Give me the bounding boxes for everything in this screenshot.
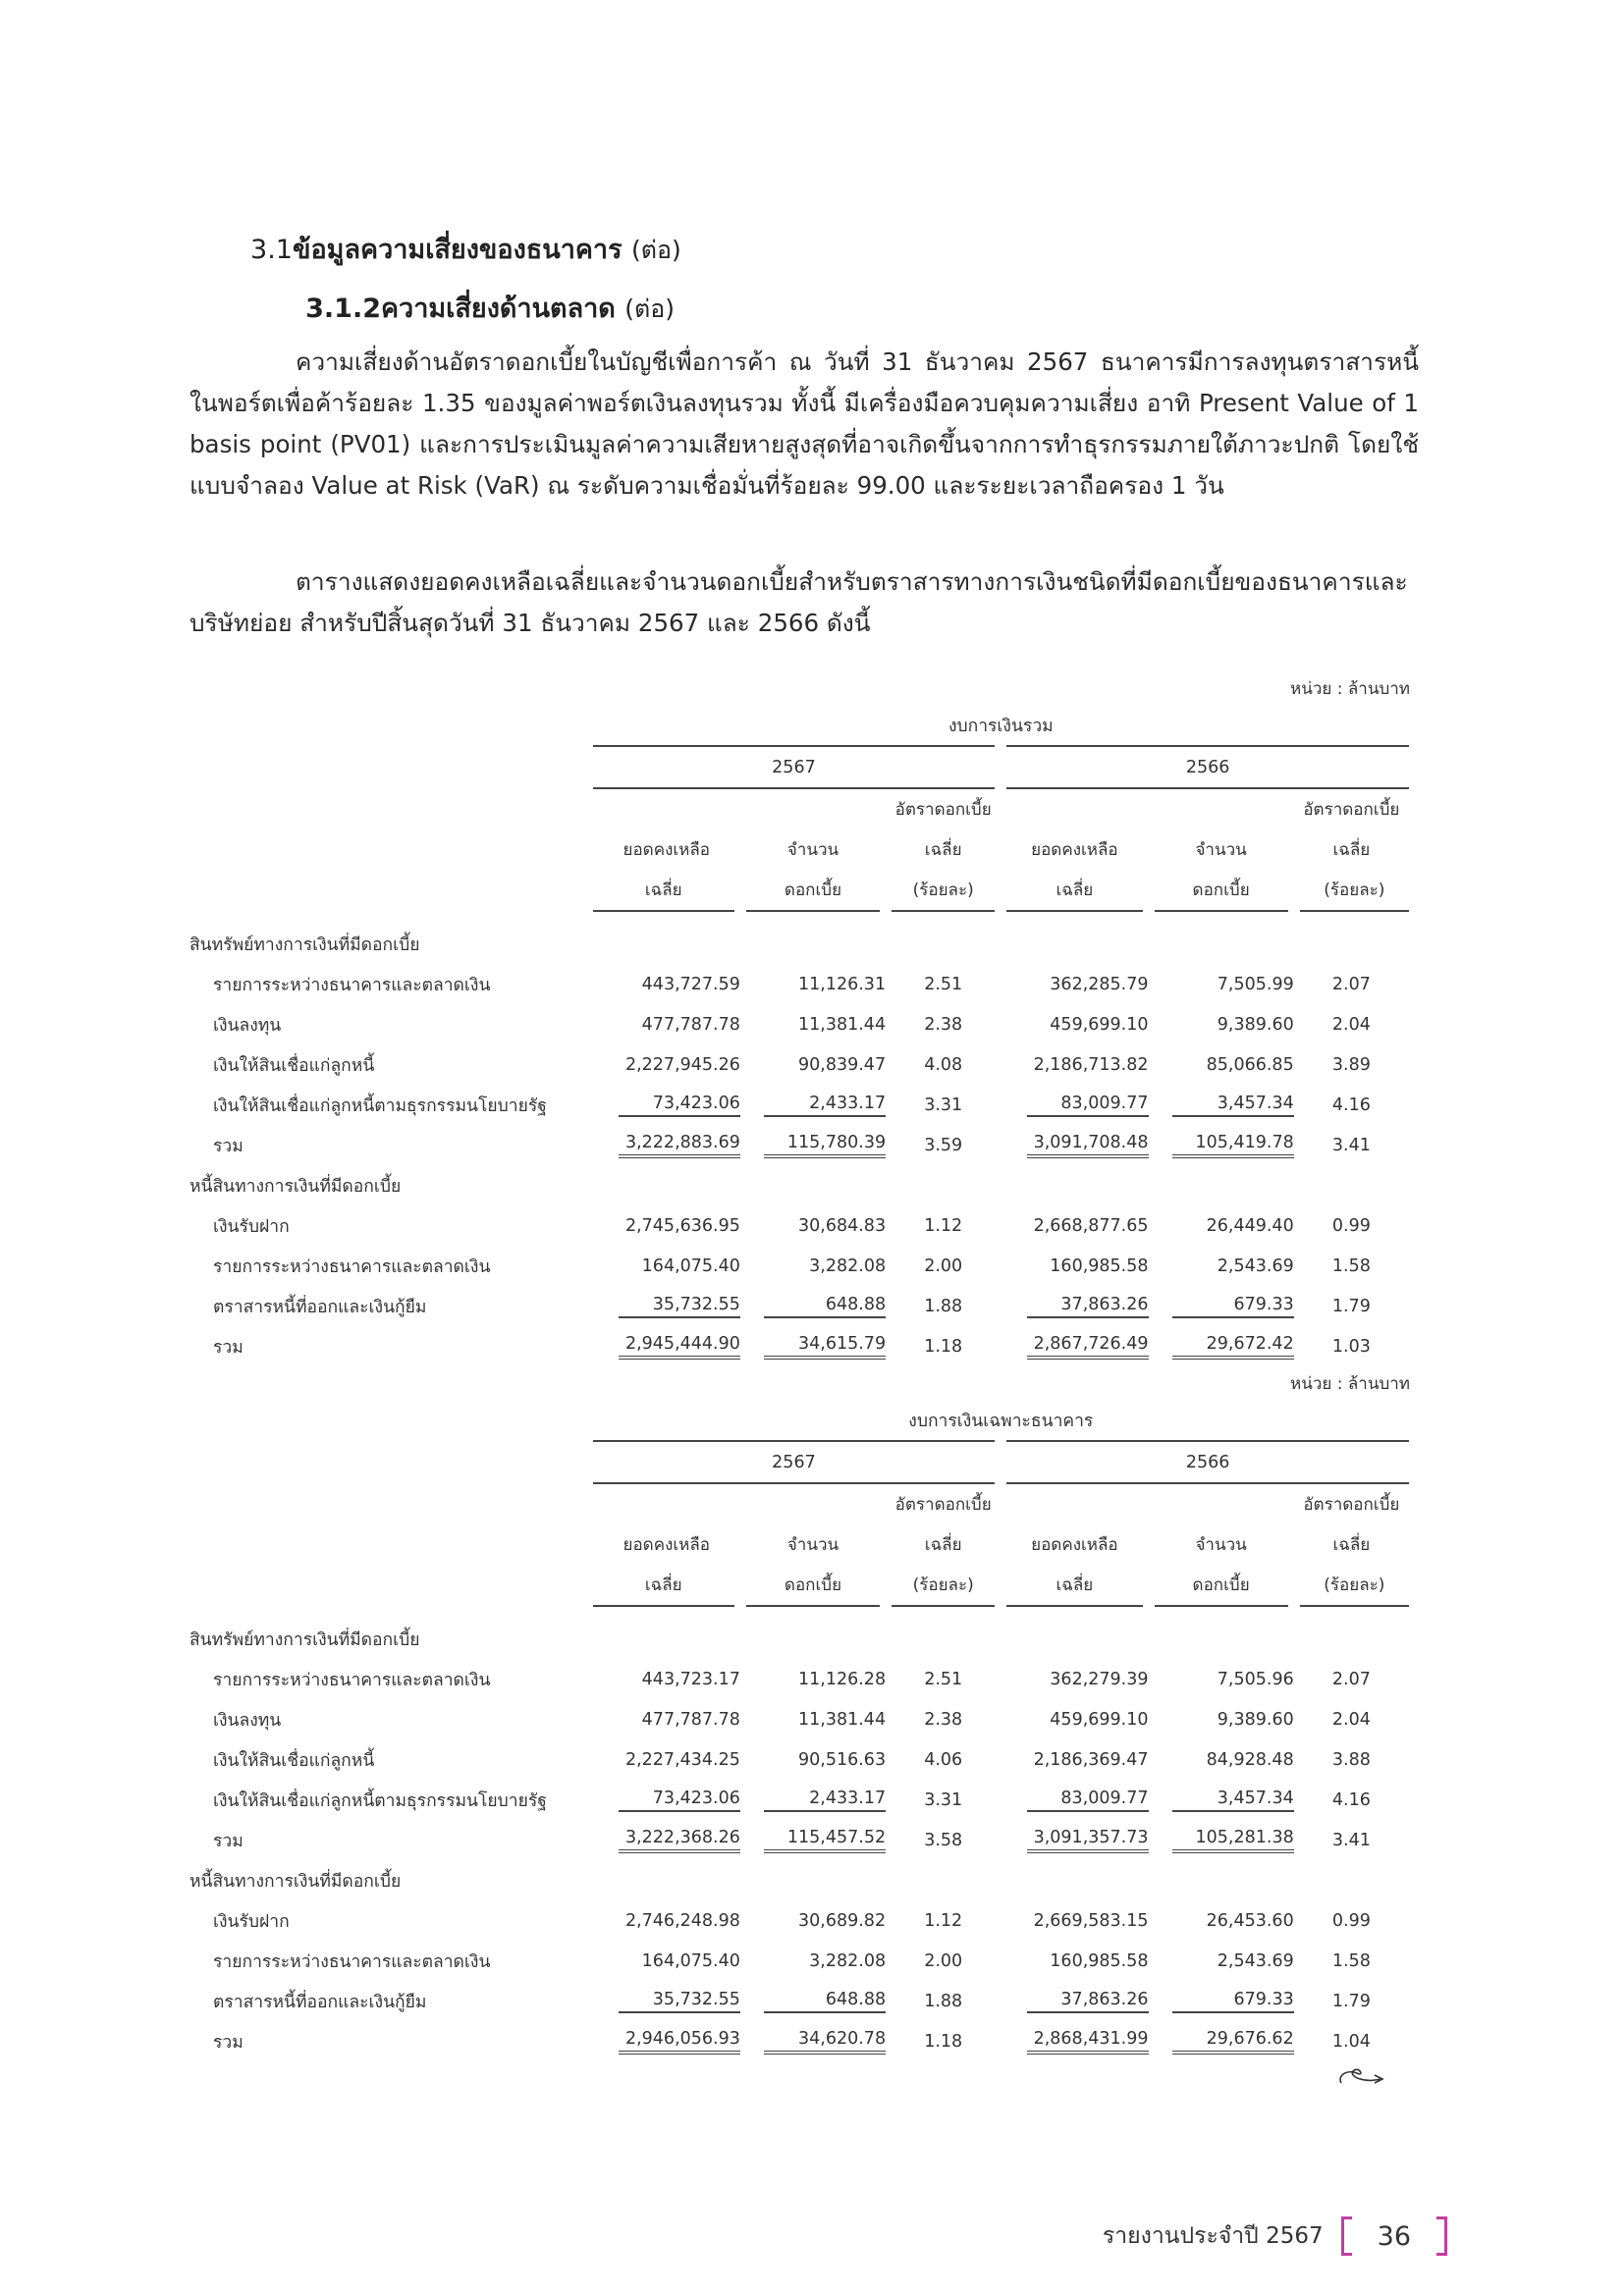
- interest-2566: 9,389.60: [1217, 1709, 1294, 1730]
- unit-label: หน่วย : ล้านบาท: [1290, 679, 1410, 699]
- interest-2567: 648.88: [764, 1295, 886, 1318]
- section-number: 3.1: [250, 235, 293, 265]
- avg-balance-2567: 477,787.78: [641, 1014, 740, 1035]
- col-header-rate: เฉลี่ย: [1332, 839, 1371, 860]
- year-header: 2567: [593, 746, 1001, 788]
- rate-2567: 2.38: [924, 1709, 963, 1730]
- col-header-balance: ยอดคงเหลือ: [623, 1534, 711, 1555]
- table-row: [189, 1739, 1409, 1780]
- total-rate-2566: 1.04: [1331, 2031, 1371, 2052]
- total-interest-2566: 29,676.62: [1172, 2029, 1294, 2055]
- interest-2567: 2,433.17: [764, 1789, 886, 1812]
- col-header-rate: เฉลี่ย: [924, 1534, 962, 1555]
- avg-balance-2567: 2,746,248.98: [624, 1910, 740, 1931]
- interest-2566: 679.33: [1172, 1295, 1294, 1318]
- total-row: [189, 1125, 1409, 1165]
- table-row: [189, 1004, 1409, 1044]
- interest-2567: 3,282.08: [809, 1950, 887, 1971]
- rate-2566: 4.16: [1331, 1789, 1371, 1810]
- total-rate-2566: 3.41: [1331, 1830, 1371, 1850]
- total-avg-balance-2566: 3,091,357.73: [1027, 1828, 1149, 1853]
- report-label: รายงานประจำปี 2567: [1102, 2223, 1324, 2249]
- avg-balance-2566: 2,669,583.15: [1033, 1910, 1149, 1931]
- row-label: เงินให้สินเชื่อแก่ลูกหนี้: [213, 1055, 375, 1076]
- row-label: เงินรับฝาก: [213, 1911, 290, 1932]
- row-label: รายการระหว่างธนาคารและตลาดเงิน: [213, 1256, 491, 1277]
- avg-balance-2566: 362,279.39: [1050, 1669, 1149, 1689]
- interest-2566: 7,505.99: [1217, 974, 1294, 994]
- signature-initial-icon: [1335, 2061, 1386, 2089]
- total-rate-2566: 3.41: [1331, 1135, 1371, 1155]
- col-header-rate: (ร้อยละ): [886, 870, 1001, 911]
- avg-balance-2567: 2,227,945.26: [624, 1054, 740, 1075]
- row-label: รายการระหว่างธนาคารและตลาดเงิน: [213, 975, 491, 995]
- avg-balance-2566: 83,009.77: [1027, 1094, 1149, 1117]
- total-rate-2567: 3.59: [924, 1135, 963, 1155]
- page-footer: [1103, 2216, 1447, 2256]
- row-label: เงินรับฝาก: [213, 1216, 290, 1237]
- section-heading-liabilities: หนี้สินทางการเงินที่มีดอกเบี้ย: [189, 1871, 402, 1892]
- avg-balance-2566: 459,699.10: [1050, 1014, 1149, 1035]
- rate-2566: 2.04: [1331, 1709, 1371, 1730]
- rate-2567: 1.12: [924, 1215, 963, 1236]
- col-header-balance: ยอดคงเหลือ: [623, 839, 711, 860]
- avg-balance-2567: 35,732.55: [619, 1990, 740, 2013]
- interest-2567: 90,839.47: [798, 1054, 887, 1075]
- interest-2566: 7,505.96: [1217, 1669, 1294, 1689]
- avg-balance-2566: 37,863.26: [1027, 1990, 1149, 2013]
- col-header-rate: อัตราดอกเบี้ย: [1303, 799, 1400, 820]
- col-header-interest: จำนวน: [786, 839, 839, 860]
- rate-2567: 1.12: [924, 1910, 963, 1931]
- consolidated-table: [189, 705, 1409, 1366]
- interest-2566: 26,449.40: [1206, 1215, 1294, 1236]
- total-avg-balance-2566: 2,868,431.99: [1027, 2029, 1149, 2055]
- total-row: [189, 1820, 1409, 1860]
- table-row: [189, 1780, 1409, 1820]
- col-header-balance: เฉลี่ย: [1001, 870, 1148, 911]
- row-label: เงินลงทุน: [213, 1015, 282, 1036]
- rate-2566: 2.04: [1331, 1014, 1371, 1035]
- interest-2566: 2,543.69: [1217, 1255, 1294, 1276]
- col-header-rate: เฉลี่ย: [1332, 1534, 1371, 1555]
- table-row: [189, 1286, 1409, 1326]
- avg-balance-2566: 37,863.26: [1027, 1295, 1149, 1318]
- interest-2567: 11,126.31: [798, 974, 887, 994]
- rate-2566: 1.79: [1331, 1296, 1371, 1316]
- total-interest-2567: 115,457.52: [764, 1828, 886, 1853]
- row-label: เงินให้สินเชื่อแก่ลูกหนี้: [213, 1750, 375, 1771]
- total-row: [189, 2021, 1409, 2061]
- avg-balance-2567: 164,075.40: [641, 1255, 740, 1276]
- paragraph-text: ตารางแสดงยอดคงเหลือเฉลี่ยและจำนวนดอกเบี้ยสำหรับตราสารทางการเงินชนิดที่มีดอกเบี้ยของธนาคารและบริษัทย่อย สำหรับปีสิ้นสุดวันที่ 31 ธันวาคม 2567 และ 2566 ดังนี้: [189, 567, 1408, 637]
- col-header-interest: ดอกเบี้ย: [740, 870, 886, 911]
- subsection-heading: [295, 287, 675, 329]
- subsection-title: ความเสี่ยงด้านตลาด: [381, 294, 616, 324]
- section-heading-assets: สินทรัพย์ทางการเงินที่มีดอกเบี้ย: [189, 934, 420, 955]
- right-bracket-icon: [1436, 2216, 1447, 2256]
- interest-2567: 90,516.63: [798, 1749, 887, 1770]
- table-row: [189, 1246, 1409, 1286]
- rate-2566: 3.88: [1331, 1749, 1371, 1770]
- interest-2566: 3,457.34: [1172, 1094, 1294, 1117]
- unit-label: หน่วย : ล้านบาท: [1290, 1374, 1410, 1394]
- rate-2567: 2.38: [924, 1014, 963, 1035]
- table-title: งบการเงินรวม: [593, 705, 1409, 746]
- avg-balance-2567: 35,732.55: [619, 1295, 740, 1318]
- col-header-rate: (ร้อยละ): [1294, 870, 1409, 911]
- row-label: เงินให้สินเชื่อแก่ลูกหนี้ตามธุรกรรมนโยบายรัฐ: [213, 1095, 547, 1116]
- total-label: รวม: [213, 1337, 244, 1358]
- subsection-continued: (ต่อ): [624, 294, 675, 323]
- total-interest-2567: 115,780.39: [764, 1133, 886, 1158]
- table-row: [189, 1659, 1409, 1699]
- rate-2566: 2.07: [1331, 974, 1371, 994]
- col-header-interest: จำนวน: [1195, 839, 1247, 860]
- row-label: รายการระหว่างธนาคารและตลาดเงิน: [213, 1670, 491, 1690]
- section-continued: (ต่อ): [631, 236, 681, 264]
- col-header-balance: เฉลี่ย: [1001, 1565, 1148, 1606]
- rate-2566: 0.99: [1331, 1215, 1371, 1236]
- interest-2567: 2,433.17: [764, 1094, 886, 1117]
- table-row: [189, 1981, 1409, 2021]
- col-header-balance: เฉลี่ย: [593, 870, 740, 911]
- total-rate-2567: 1.18: [924, 2031, 963, 2052]
- total-avg-balance-2567: 3,222,368.26: [619, 1828, 740, 1853]
- col-header-balance: เฉลี่ย: [593, 1565, 740, 1606]
- interest-2566: 85,066.85: [1206, 1054, 1294, 1075]
- avg-balance-2567: 443,727.59: [641, 974, 740, 994]
- avg-balance-2566: 2,186,369.47: [1033, 1749, 1149, 1770]
- interest-2566: 3,457.34: [1172, 1789, 1294, 1812]
- table-title: งบการเงินเฉพาะธนาคาร: [593, 1400, 1409, 1441]
- avg-balance-2567: 164,075.40: [641, 1950, 740, 1971]
- paragraph-text: ความเสี่ยงด้านอัตราดอกเบี้ยในบัญชีเพื่อการค้า ณ วันที่ 31 ธันวาคม 2567 ธนาคารมีการลงทุนตราสารหนี้ในพอร์ตเพื่อค้าร้อยละ 1.35 ของมูลค่าพอร์ตเงินลงทุนรวม ทั้งนี้ มีเครื่องมือควบคุมความเสี่ยง อาทิ Present Value of 1 basis point (PV01) และการประเมินมูลค่าความเสียหายสูงสุดที่อาจเกิดขึ้นจากการทำธุรกรรมภายใต้ภาวะปกติ โดยใช้แบบจำลอง Value at Risk (VaR) ณ ระดับความเชื่อมั่นที่ร้อยละ 99.00 และระยะเวลาถือครอง 1 วัน: [189, 347, 1419, 500]
- rate-2566: 0.99: [1331, 1910, 1371, 1931]
- rate-2566: 2.07: [1331, 1669, 1371, 1689]
- interest-2566: 679.33: [1172, 1990, 1294, 2013]
- total-rate-2567: 3.58: [924, 1830, 963, 1850]
- rate-2566: 4.16: [1331, 1095, 1371, 1115]
- rate-2567: 1.88: [924, 1991, 963, 2011]
- col-header-rate: อัตราดอกเบี้ย: [1303, 1494, 1400, 1515]
- avg-balance-2567: 73,423.06: [619, 1094, 740, 1117]
- table-row: [189, 1085, 1409, 1125]
- rate-2567: 1.88: [924, 1296, 963, 1316]
- avg-balance-2567: 2,227,434.25: [624, 1749, 740, 1770]
- section-title: ข้อมูลความเสี่ยงของธนาคาร: [293, 235, 623, 265]
- total-interest-2566: 105,281.38: [1172, 1828, 1294, 1853]
- interest-2566: 84,928.48: [1206, 1749, 1294, 1770]
- col-header-rate: (ร้อยละ): [1294, 1565, 1409, 1606]
- avg-balance-2566: 160,985.58: [1050, 1950, 1149, 1971]
- avg-balance-2566: 83,009.77: [1027, 1789, 1149, 1812]
- row-label: รายการระหว่างธนาคารและตลาดเงิน: [213, 1951, 491, 1972]
- year-header: 2566: [1001, 746, 1409, 788]
- row-label: เงินให้สินเชื่อแก่ลูกหนี้ตามธุรกรรมนโยบายรัฐ: [213, 1790, 547, 1811]
- total-interest-2566: 105,419.78: [1172, 1133, 1294, 1158]
- total-avg-balance-2567: 3,222,883.69: [619, 1133, 740, 1158]
- total-interest-2567: 34,620.78: [764, 2029, 886, 2055]
- rate-2567: 4.06: [924, 1749, 963, 1770]
- avg-balance-2566: 160,985.58: [1050, 1255, 1149, 1276]
- year-header: 2567: [593, 1441, 1001, 1483]
- total-row: [189, 1326, 1409, 1366]
- avg-balance-2567: 477,787.78: [641, 1709, 740, 1730]
- rate-2566: 1.79: [1331, 1991, 1371, 2011]
- col-header-rate: เฉลี่ย: [924, 839, 962, 860]
- section-heading-assets: สินทรัพย์ทางการเงินที่มีดอกเบี้ย: [189, 1629, 420, 1650]
- interest-2567: 648.88: [764, 1990, 886, 2013]
- table-row: [189, 1699, 1409, 1739]
- rate-2567: 2.00: [924, 1255, 963, 1276]
- interest-2567: 11,126.28: [798, 1669, 887, 1689]
- page-number: 36: [1377, 2220, 1411, 2252]
- row-label: ตราสารหนี้ที่ออกและเงินกู้ยืม: [213, 1297, 427, 1317]
- col-header-interest: ดอกเบี้ย: [1149, 1565, 1294, 1606]
- total-avg-balance-2567: 2,946,056.93: [619, 2029, 740, 2055]
- total-rate-2566: 1.03: [1331, 1336, 1371, 1357]
- interest-2567: 11,381.44: [798, 1014, 887, 1035]
- total-label: รวม: [213, 1831, 244, 1851]
- table-row: [189, 1941, 1409, 1981]
- table-row: [189, 964, 1409, 1004]
- section-heading: [226, 228, 681, 270]
- year-header: 2566: [1001, 1441, 1409, 1483]
- rate-2567: 2.51: [924, 1669, 963, 1689]
- avg-balance-2566: 2,668,877.65: [1033, 1215, 1149, 1236]
- section-heading-liabilities: หนี้สินทางการเงินที่มีดอกเบี้ย: [189, 1176, 402, 1197]
- col-header-rate: อัตราดอกเบี้ย: [894, 1494, 992, 1515]
- total-interest-2566: 29,672.42: [1172, 1334, 1294, 1360]
- rate-2566: 3.89: [1331, 1054, 1371, 1075]
- total-interest-2567: 34,615.79: [764, 1334, 886, 1360]
- interest-2567: 11,381.44: [798, 1709, 887, 1730]
- row-label: เงินลงทุน: [213, 1710, 282, 1731]
- bank-only-table: [189, 1400, 1409, 2061]
- avg-balance-2567: 2,745,636.95: [624, 1215, 740, 1236]
- avg-balance-2567: 73,423.06: [619, 1789, 740, 1812]
- col-header-rate: อัตราดอกเบี้ย: [894, 799, 992, 820]
- avg-balance-2566: 362,285.79: [1050, 974, 1149, 994]
- paragraph-interest-rate-risk: [189, 342, 1419, 507]
- row-label: ตราสารหนี้ที่ออกและเงินกู้ยืม: [213, 1992, 427, 2012]
- col-header-interest: จำนวน: [786, 1534, 839, 1555]
- table-row: [189, 1205, 1409, 1246]
- rate-2567: 4.08: [924, 1054, 963, 1075]
- rate-2567: 3.31: [924, 1789, 963, 1810]
- rate-2567: 3.31: [924, 1095, 963, 1115]
- left-bracket-icon: [1341, 2216, 1352, 2256]
- avg-balance-2567: 443,723.17: [641, 1669, 740, 1689]
- rate-2566: 1.58: [1331, 1255, 1371, 1276]
- avg-balance-2566: 2,186,713.82: [1033, 1054, 1149, 1075]
- interest-2567: 30,689.82: [798, 1910, 887, 1931]
- paragraph-table-intro: [189, 561, 1419, 644]
- interest-2566: 9,389.60: [1217, 1014, 1294, 1035]
- table-row: [189, 1044, 1409, 1085]
- total-avg-balance-2567: 2,945,444.90: [619, 1334, 740, 1360]
- rate-2566: 1.58: [1331, 1950, 1371, 1971]
- col-header-interest: ดอกเบี้ย: [1149, 870, 1294, 911]
- total-label: รวม: [213, 1136, 244, 1156]
- total-label: รวม: [213, 2032, 244, 2053]
- subsection-number: 3.1.2: [305, 294, 381, 324]
- interest-2566: 2,543.69: [1217, 1950, 1294, 1971]
- rate-2567: 2.00: [924, 1950, 963, 1971]
- col-header-rate: (ร้อยละ): [886, 1565, 1001, 1606]
- interest-2567: 30,684.83: [798, 1215, 887, 1236]
- col-header-balance: ยอดคงเหลือ: [1031, 839, 1118, 860]
- col-header-interest: ดอกเบี้ย: [740, 1565, 886, 1606]
- total-rate-2567: 1.18: [924, 1336, 963, 1357]
- total-avg-balance-2566: 3,091,708.48: [1027, 1133, 1149, 1158]
- interest-2567: 3,282.08: [809, 1255, 887, 1276]
- col-header-balance: ยอดคงเหลือ: [1031, 1534, 1118, 1555]
- col-header-interest: จำนวน: [1195, 1534, 1247, 1555]
- interest-2566: 26,453.60: [1206, 1910, 1294, 1931]
- total-avg-balance-2566: 2,867,726.49: [1027, 1334, 1149, 1360]
- table-row: [189, 1900, 1409, 1941]
- rate-2567: 2.51: [924, 974, 963, 994]
- avg-balance-2566: 459,699.10: [1050, 1709, 1149, 1730]
